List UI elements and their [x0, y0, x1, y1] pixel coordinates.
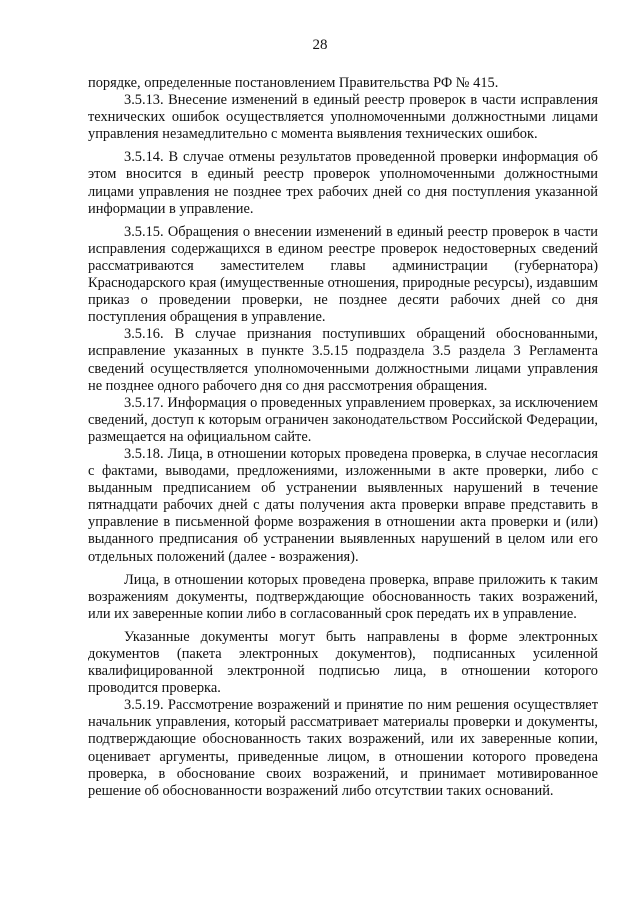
- paragraph-3-5-15: 3.5.15. Обращения о внесении изменений в единый реестр проверок в части исправления содержащихся в едином реестре проверок недостоверных сведений рассматриваются заместителем главы администрации (губернатора) Краснодарского края (имущественные отношения, природные ресурсы), издавшим приказ о проведении проверки, не позднее десяти рабочих дней со дня поступления обращения в управление.: [88, 223, 598, 326]
- paragraph-electronic-documents: Указанные документы могут быть направлены в форме электронных документов (пакета электронных документов), подписанных усиленной квалифицированной электронной подписью лица, в отношении которого проводится проверка.: [88, 628, 598, 697]
- paragraph-objection-documents: Лица, в отношении которых проведена проверка, вправе приложить к таким возражениям документы, подтверждающие обоснованность таких возражений, или их заверенные копии либо в согласованный срок передать их в управление.: [88, 571, 598, 622]
- paragraph-3-5-18: 3.5.18. Лица, в отношении которых проведена проверка, в случае несогласия с фактами, выводами, предложениями, изложенными в акте проверки, либо с выданным предписанием об устранении выявленных нарушений в течение пятнадцати рабочих дней с даты получения акта проверки вправе представить в управление в письменной форме возражения в отношении акта проверки и (или) выданного предписания об устранении выявленных нарушений в целом или его отдельных положений (далее - возражения).: [88, 445, 598, 565]
- paragraph-continuation: порядке, определенные постановлением Правительства РФ № 415.: [88, 75, 499, 91]
- paragraph-3-5-17: 3.5.17. Информация о проведенных управлением проверках, за исключением сведений, доступ к которым ограничен законодательством Российской Федерации, размещается на официальном сайте.: [88, 394, 598, 445]
- paragraph-3-5-13: 3.5.13. Внесение изменений в единый реестр проверок в части исправления технических ошибок осуществляется уполномоченными должностными лицами управления незамедлительно с момента выявления технических ошибок.: [88, 92, 598, 143]
- paragraph-3-5-19: 3.5.19. Рассмотрение возражений и принятие по ним решения осуществляет начальник управления, который рассматривает материалы проверки и документы, подтверждающие обоснованность таких возражений, или их заверенные копии, оценивает аргументы, приведенные лицом, в отношении которого проведена проверка, в обоснование своих возражений, и принимает мотивированное решение об обоснованности возражений либо отсутствии таких оснований.: [88, 697, 598, 799]
- paragraph-3-5-16: 3.5.16. В случае признания поступивших обращений обоснованными, исправление указанных в пункте 3.5.15 подраздела 3.5 раздела 3 Регламента сведений осуществляется уполномоченными должностными лицами управления не позднее одного рабочего дня со дня рассмотрения обращения.: [88, 326, 598, 394]
- paragraph-3-5-14: 3.5.14. В случае отмены результатов проведенной проверки информация об этом вносится в единый реестр проверок уполномоченными должностными лицами управления не позднее трех рабочих дней со дня поступления указанной информации в управление.: [88, 149, 598, 217]
- document-body: [88, 75, 598, 800]
- page-number: 28: [312, 37, 328, 53]
